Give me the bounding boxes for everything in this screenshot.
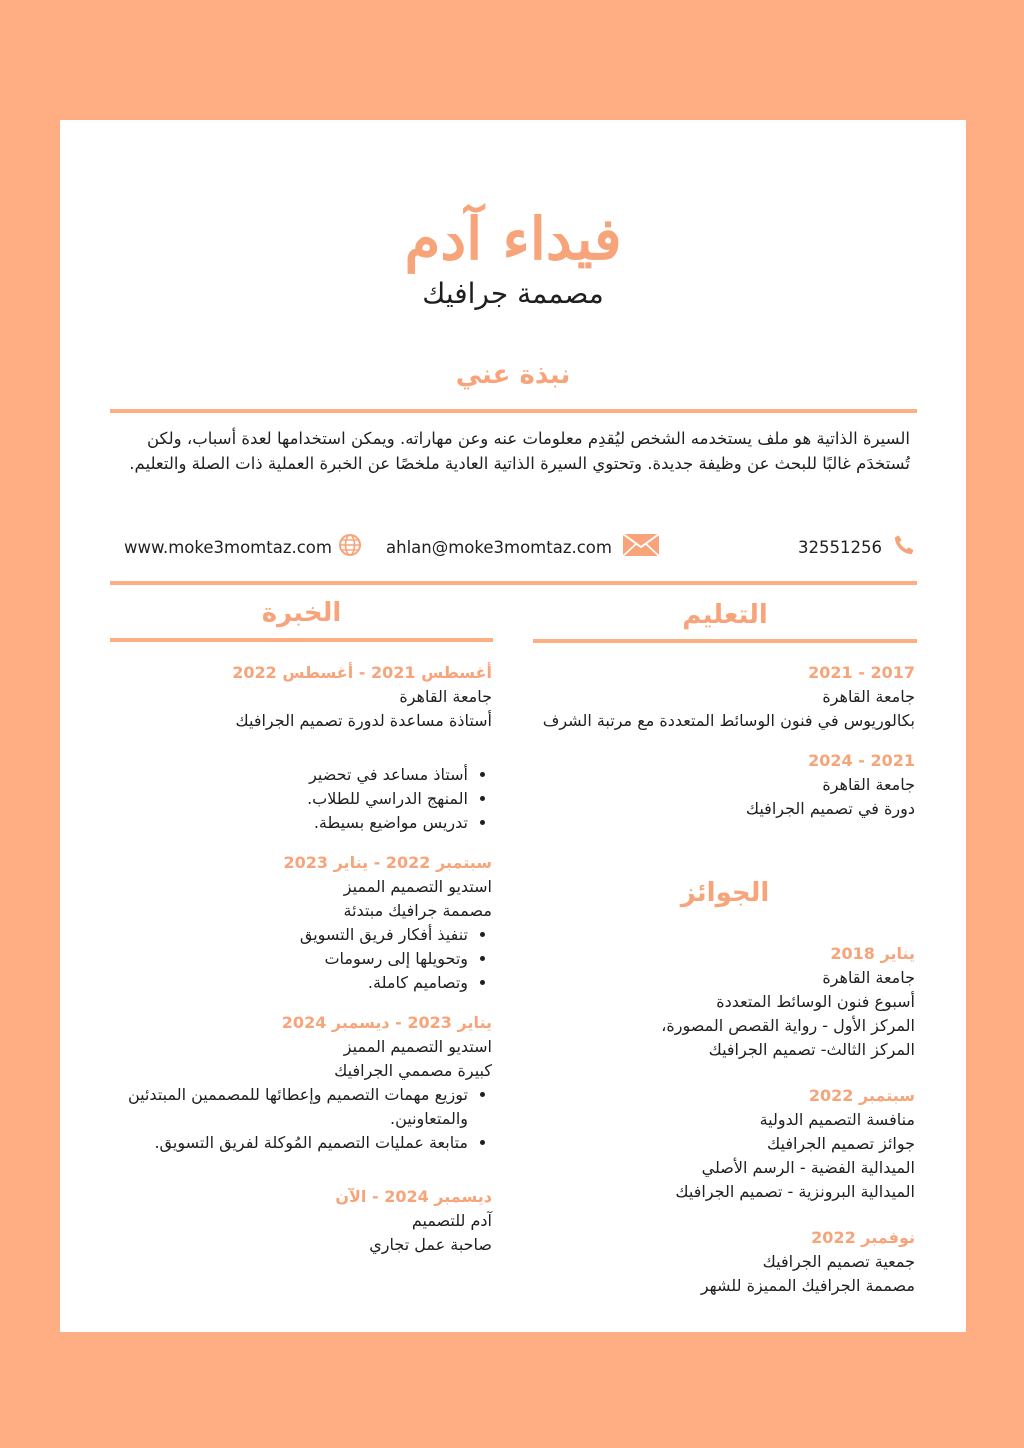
experience-company: استديو التصميم المميز [343,877,492,896]
experience-role: أستاذة مساعدة لدورة تصميم الجرافيك [235,711,492,730]
contact-website[interactable] [124,530,368,564]
award-date: يناير 2018 [830,944,915,963]
experience-heading: الخبرة [261,598,342,628]
contact-phone[interactable] [798,530,922,564]
bullet-item: • المنهج الدراسي للطلاب. [120,787,468,811]
education-detail: دورة في تصميم الجرافيك [745,799,915,818]
education-entry [540,749,915,821]
award-line: الميدالية الفضية - الرسم الأصلي [701,1158,915,1177]
education-entry [540,661,915,733]
experience-company: آدم للتصميم [411,1211,492,1230]
education-divider [533,639,917,643]
award-date: سبتمبر 2022 [808,1086,915,1105]
award-line: منافسة التصميم الدولية [759,1110,915,1129]
job-title: مصممة جرافيك [422,277,604,310]
award-entry [540,1226,915,1298]
globe-icon [338,533,362,561]
award-line: الميدالية البرونزية - تصميم الجرافيك [675,1182,915,1201]
experience-entry [120,851,492,995]
education-date: 2021 - 2024 [808,751,915,770]
experience-role: كبيرة مصممي الجرافيك [334,1061,492,1080]
awards-heading: الجوائز [680,878,770,908]
about-divider [110,409,917,413]
contact-email[interactable] [386,530,666,564]
award-line: المركز الأول - رواية القصص المصورة، [661,1016,915,1035]
award-line: مصممة الجرافيك المميزة للشهر [700,1276,915,1295]
experience-entry [120,1011,492,1155]
envelope-icon [622,533,660,561]
bullet-item: • تدريس مواضيع بسيطة. [120,811,468,835]
award-line: جوائز تصميم الجرافيك [767,1134,915,1153]
bullet-item: • أستاذ مساعد في تحضير [120,763,468,787]
resume-sheet [60,120,966,1332]
experience-entry [120,661,492,835]
award-entry [540,1084,915,1204]
experience-company: جامعة القاهرة [399,687,492,706]
experience-role: صاحبة عمل تجاري [369,1235,492,1254]
about-heading: نبذة عني [455,360,571,390]
phone-text[interactable]: 32551256 [798,537,882,557]
about-text: السيرة الذاتية هو ملف يستخدمه الشخص ليُقدِم معلومات عنه وعن مهاراته. ويمكن استخدامها لعدة أسباب، ولكن تُستخدَم غالبًا للبحث عن وظيفة جديدة. وتحتوي السيرة الذاتية العادية ملخصًا عن الخبرة العملية ذات الصلة والتعليم. [129,429,910,473]
award-line: جامعة القاهرة [822,968,915,987]
experience-bullets [120,1083,492,1155]
website-text[interactable]: www.moke3momtaz.com [124,537,332,557]
awards-list [540,942,915,1314]
bullet-item: • متابعة عمليات التصميم المُوكلة لفريق التسويق. [120,1131,468,1155]
bullet-item: • تنفيذ أفكار فريق التسويق [120,923,468,947]
award-date: نوفمبر 2022 [811,1228,915,1247]
experience-divider [110,638,493,642]
education-heading: التعليم [682,600,768,630]
education-list [540,661,915,837]
experience-bullets [120,763,492,835]
education-detail: بكالوريوس في فنون الوسائط المتعددة مع مرتبة الشرف [542,711,915,730]
experience-date: يناير 2023 - ديسمبر 2024 [281,1013,492,1032]
experience-bullets [120,923,492,995]
bullet-item: • وتحويلها إلى رسومات [120,947,468,971]
phone-icon [892,533,916,561]
person-name: فيداء آدم [404,205,622,273]
experience-role: مصممة جرافيك مبتدئة [343,901,492,920]
experience-date: ديسمبر 2024 - الآن [335,1187,492,1206]
contact-divider [110,581,917,585]
education-place: جامعة القاهرة [822,687,915,706]
email-text[interactable]: ahlan@moke3momtaz.com [386,537,612,557]
bullet-item: • وتصاميم كاملة. [120,971,468,995]
education-date: 2017 - 2021 [808,663,915,682]
award-line: أسبوع فنون الوسائط المتعددة [716,992,915,1011]
experience-date: سبتمبر 2022 - يناير 2023 [283,853,492,872]
bullet-item: • توزيع مهمات التصميم وإعطائها للمصممين المبتدئين والمتعاونين. [120,1083,468,1131]
experience-date: أغسطس 2021 - أغسطس 2022 [232,663,492,682]
experience-list [120,661,492,1273]
education-place: جامعة القاهرة [822,775,915,794]
award-line: المركز الثالث- تصميم الجرافيك [708,1040,915,1059]
award-line: جمعية تصميم الجرافيك [762,1252,915,1271]
award-entry [540,942,915,1062]
experience-company: استديو التصميم المميز [343,1037,492,1056]
experience-entry [120,1185,492,1257]
